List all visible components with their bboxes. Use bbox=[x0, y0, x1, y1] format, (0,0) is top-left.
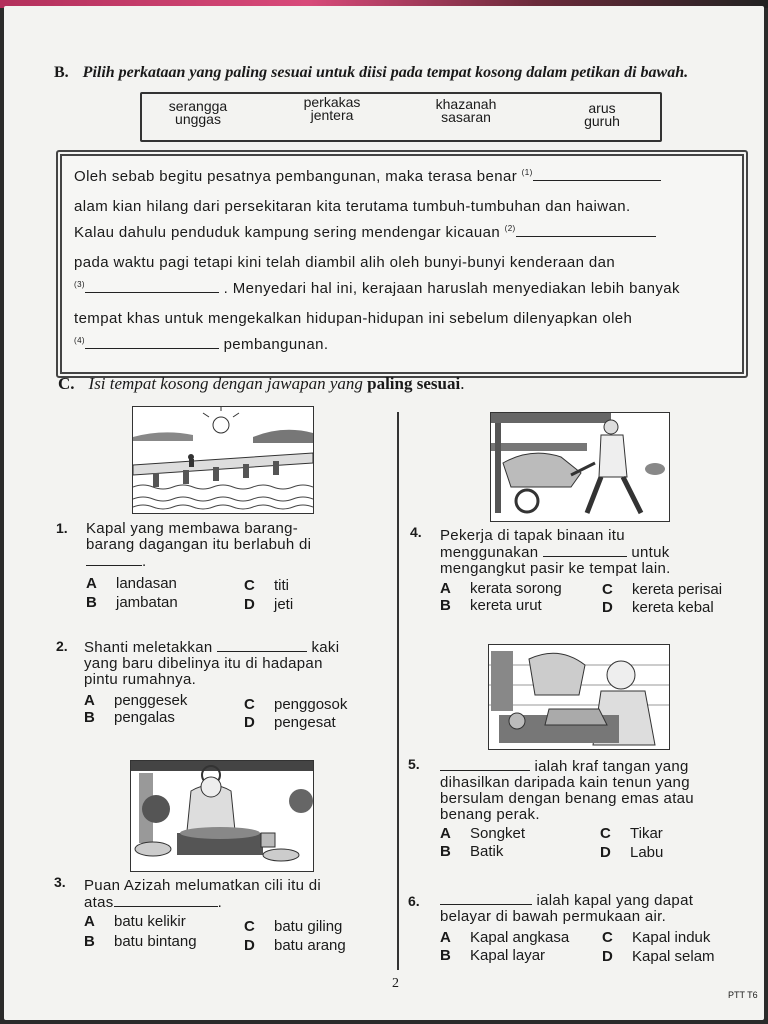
option-letter: A bbox=[440, 929, 451, 946]
option-a[interactable] bbox=[440, 929, 569, 946]
passage-line: alam kian hilang dari persekitaran kita terutama tumbuh-tumbuhan dan haiwan. bbox=[74, 198, 631, 215]
page-number: 2 bbox=[392, 976, 399, 991]
word-bank-box bbox=[140, 92, 662, 142]
question-4-text bbox=[440, 528, 671, 577]
passage-line bbox=[74, 280, 732, 297]
blank-4[interactable] bbox=[85, 336, 219, 349]
option-text: landasan bbox=[116, 575, 177, 592]
option-letter: C bbox=[602, 929, 613, 946]
question-line: atas bbox=[84, 894, 114, 911]
option-a[interactable] bbox=[84, 692, 187, 709]
question-line: pintu rumahnya. bbox=[84, 671, 197, 688]
column-divider bbox=[397, 412, 399, 970]
question-number: 5. bbox=[408, 756, 420, 772]
word-bank-word: jentera bbox=[310, 107, 354, 123]
option-letter: D bbox=[244, 937, 255, 954]
option-letter: B bbox=[440, 947, 451, 964]
option-b[interactable] bbox=[84, 709, 175, 726]
option-a[interactable] bbox=[84, 913, 186, 930]
question-line: Shanti meletakkan bbox=[84, 639, 213, 656]
option-letter: C bbox=[244, 696, 255, 713]
question-line: Pekerja di tapak binaan itu bbox=[440, 527, 625, 544]
option-d[interactable] bbox=[600, 844, 663, 861]
option-c[interactable] bbox=[244, 918, 342, 935]
passage-line bbox=[74, 168, 732, 185]
option-letter: A bbox=[84, 692, 95, 709]
blank-1[interactable] bbox=[533, 168, 661, 181]
option-c[interactable] bbox=[244, 696, 347, 713]
option-letter: C bbox=[600, 825, 611, 842]
question-line: ialah kapal yang dapat bbox=[536, 892, 694, 909]
question-6-text bbox=[440, 892, 693, 925]
question-number: 3. bbox=[54, 874, 66, 890]
passage-text: Kalau dahulu penduduk kampung sering mendengar kicauan bbox=[74, 224, 501, 241]
question-line: mengangkut pasir ke tempat lain. bbox=[440, 560, 671, 577]
option-a[interactable] bbox=[440, 580, 562, 597]
option-text: titi bbox=[274, 577, 289, 594]
option-letter: B bbox=[440, 597, 451, 614]
option-b[interactable] bbox=[86, 594, 178, 611]
question-line: yang baru dibelinya itu di hadapan bbox=[84, 655, 323, 672]
question-number: 2. bbox=[56, 638, 68, 654]
passage-line bbox=[74, 224, 732, 241]
weaving-woman-illustration bbox=[488, 644, 670, 750]
answer-blank[interactable] bbox=[114, 894, 218, 907]
option-b[interactable] bbox=[84, 933, 197, 950]
option-letter: B bbox=[84, 709, 95, 726]
option-text: batu bintang bbox=[114, 933, 197, 950]
footer-code: PTT T6 bbox=[728, 990, 758, 1000]
word-bank-word: serangga bbox=[168, 98, 228, 114]
option-c[interactable] bbox=[244, 577, 289, 594]
option-text: jeti bbox=[274, 596, 294, 613]
option-text: kereta urut bbox=[470, 597, 542, 614]
section-c-period: . bbox=[460, 374, 465, 393]
question-line: kaki bbox=[311, 639, 340, 656]
question-1-text bbox=[86, 521, 311, 570]
option-text: Batik bbox=[470, 843, 504, 860]
option-letter: D bbox=[244, 596, 255, 613]
passage-line: tempat khas untuk mengekalkan hidupan-hidupan ini sebelum dilenyapkan oleh bbox=[74, 310, 633, 327]
question-line: menggunakan bbox=[440, 544, 539, 561]
word-bank-word: unggas bbox=[175, 111, 221, 127]
jetty-illustration bbox=[132, 406, 314, 514]
word-bank-word: perkakas bbox=[303, 94, 361, 110]
question-line: belayar di bawah permukaan air. bbox=[440, 908, 667, 925]
option-b[interactable] bbox=[440, 597, 542, 614]
blank-3[interactable] bbox=[85, 280, 219, 293]
option-d[interactable] bbox=[244, 596, 293, 613]
option-text: Kapal selam bbox=[632, 948, 715, 965]
option-letter: D bbox=[602, 599, 613, 616]
word-bank-word: arus bbox=[588, 100, 616, 116]
passage-text: Oleh sebab begitu pesatnya pembangunan, maka terasa benar bbox=[74, 168, 518, 185]
option-a[interactable] bbox=[440, 825, 525, 842]
option-a[interactable] bbox=[86, 575, 177, 592]
option-letter: A bbox=[440, 580, 451, 597]
option-letter: D bbox=[600, 844, 611, 861]
answer-blank[interactable] bbox=[440, 758, 530, 771]
question-line: . bbox=[217, 894, 223, 911]
option-text: penggosok bbox=[274, 696, 348, 713]
question-number: 4. bbox=[410, 524, 422, 540]
answer-blank[interactable] bbox=[217, 639, 307, 652]
section-c-emphasis: paling sesuai bbox=[367, 374, 461, 393]
option-text: pengalas bbox=[114, 709, 175, 726]
word-bank-word: sasaran bbox=[441, 109, 491, 125]
option-c[interactable] bbox=[602, 581, 722, 598]
passage-line: pada waktu pagi tetapi kini telah diambil alih oleh bunyi-bunyi kenderaan dan bbox=[74, 254, 616, 271]
passage-text: . Menyedari hal ini, kerajaan haruslah menyediakan lebih banyak bbox=[223, 280, 680, 297]
section-c-instruction: Isi tempat kosong dengan jawapan yang bbox=[88, 374, 363, 393]
option-text: batu kelikir bbox=[114, 913, 186, 930]
option-text: Labu bbox=[630, 844, 664, 861]
word-bank-item bbox=[416, 98, 516, 124]
word-bank-item bbox=[282, 96, 382, 122]
question-line: barang dagangan itu berlabuh di bbox=[86, 536, 312, 553]
question-line: benang perak. bbox=[440, 806, 540, 823]
passage-text: pembangunan. bbox=[223, 336, 329, 353]
option-text: jambatan bbox=[116, 594, 178, 611]
section-c-label: C. bbox=[58, 374, 75, 393]
question-line: . bbox=[142, 553, 147, 570]
question-2-text bbox=[84, 639, 339, 688]
blank-marker: (3) bbox=[74, 280, 85, 289]
blank-marker: (1) bbox=[521, 168, 533, 177]
option-d[interactable] bbox=[602, 599, 714, 616]
question-line: Puan Azizah melumatkan cili itu di bbox=[84, 877, 321, 894]
option-d[interactable] bbox=[244, 714, 336, 731]
option-d[interactable] bbox=[244, 937, 346, 954]
section-b-heading bbox=[54, 64, 688, 82]
question-line: Kapal yang membawa barang- bbox=[86, 520, 299, 537]
option-letter: D bbox=[244, 714, 255, 731]
option-text: Kapal layar bbox=[470, 947, 546, 964]
option-c[interactable] bbox=[602, 929, 710, 946]
option-text: Tikar bbox=[630, 825, 663, 842]
word-bank-item bbox=[148, 100, 248, 126]
question-line: bersulam dengan benang emas atau bbox=[440, 790, 694, 807]
cooking-woman-illustration bbox=[130, 760, 314, 872]
answer-blank[interactable] bbox=[440, 892, 532, 905]
section-b-label: B. bbox=[54, 64, 69, 81]
blank-marker: (2) bbox=[504, 224, 516, 233]
word-bank-word: khazanah bbox=[435, 96, 497, 112]
option-letter: D bbox=[602, 948, 613, 965]
option-letter: A bbox=[440, 825, 451, 842]
word-bank-item bbox=[552, 102, 652, 128]
option-text: batu giling bbox=[274, 918, 343, 935]
blank-marker: (4) bbox=[74, 336, 85, 345]
option-b[interactable] bbox=[440, 947, 545, 964]
option-letter: C bbox=[244, 918, 255, 935]
option-letter: C bbox=[244, 577, 255, 594]
option-letter: B bbox=[440, 843, 451, 860]
question-5-text bbox=[440, 758, 694, 823]
question-line: ialah kraf tangan yang bbox=[534, 758, 689, 775]
option-text: kereta perisai bbox=[632, 581, 723, 598]
option-text: kereta kebal bbox=[632, 599, 714, 616]
option-text: Kapal induk bbox=[632, 929, 711, 946]
section-b-instruction: Pilih perkataan yang paling sesuai untuk diisi pada tempat kosong dalam petikan di bawah. bbox=[82, 64, 689, 81]
option-c[interactable] bbox=[600, 825, 663, 842]
option-text: Songket bbox=[470, 825, 526, 842]
option-text: kerata sorong bbox=[470, 580, 562, 597]
option-text: pengesat bbox=[274, 714, 336, 731]
section-c-heading bbox=[58, 374, 464, 394]
option-letter: B bbox=[84, 933, 95, 950]
answer-blank[interactable] bbox=[86, 553, 142, 566]
option-text: batu arang bbox=[274, 937, 346, 954]
option-letter: C bbox=[602, 581, 613, 598]
option-text: Kapal angkasa bbox=[470, 929, 570, 946]
option-d[interactable] bbox=[602, 948, 715, 965]
question-number: 1. bbox=[56, 520, 68, 536]
option-letter: B bbox=[86, 594, 97, 611]
word-bank-word: guruh bbox=[584, 113, 620, 129]
blank-2[interactable] bbox=[516, 224, 656, 237]
passage-line bbox=[74, 336, 732, 353]
option-text: penggesek bbox=[114, 692, 188, 709]
answer-blank[interactable] bbox=[543, 544, 627, 557]
option-letter: A bbox=[86, 575, 97, 592]
question-line: dihasilkan daripada kain tenun yang bbox=[440, 774, 690, 791]
passage-box bbox=[56, 150, 748, 378]
question-3-text bbox=[84, 878, 321, 911]
question-line: untuk bbox=[631, 544, 670, 561]
option-b[interactable] bbox=[440, 843, 503, 860]
question-number: 6. bbox=[408, 893, 420, 909]
wheelbarrow-worker-illustration bbox=[490, 412, 670, 522]
option-letter: A bbox=[84, 913, 95, 930]
